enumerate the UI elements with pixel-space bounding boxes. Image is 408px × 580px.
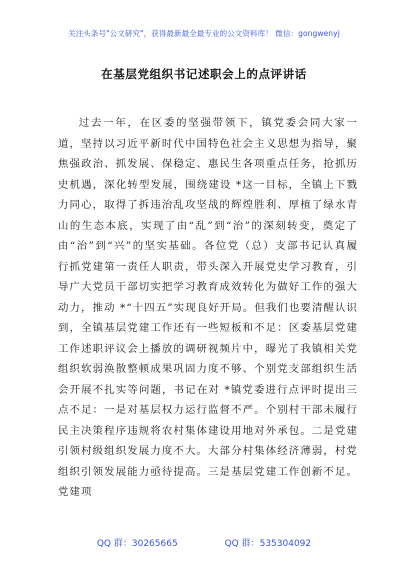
qq-group-2: QQ 群：535304092 [224, 539, 312, 549]
body-paragraph: 过去一年，在区委的坚强带领下，镇党委会同大家一道，坚持以习近平新时代中国特色社会主义思想为指导，聚焦强政治、抓发展、保稳定、惠民生各项重点任务，抢抓历史机遇，深化转型发展，围绕建设 *这一目标，全镇上下戮力同心，取得了拆违治乱攻坚战的辉煌胜利、厚植了绿水青山的生态本底，实现了由“乱”到“治”的深刻转变，奠定了由“治”到“兴”的坚实基础。各位党（总）支部书记认真履行抓党建第一责任人职责，带头深入开展党史学习教育，引导广大党员干部切实把学习教育成效转化为做好工作的强大动力，推动 *“十四五”实现良好开局。但我们也要清醒认识到，全镇基层党建工作还有一些短板和不足：区委基层党建工作述职评议会上播放的调研视频片中，曝光了我镇相关党组织软弱涣散整顿成果巩固力度不够、个别党支部组织生活会开展不扎实等问题，书记在对 *镇党委进行点评时提出三点不足：一是对基层权力运行监督不严。个别村干部未履行民主决策程序违规将农村集体建设用地对外承包。二是党建引领村级组织发展力度不大。大部分村集体经济薄弱，村党组织引领发展能力亟待提高。三是基层党建工作创新不足。党建项 [58, 117, 358, 498]
qq-group-1: QQ 群：30265665 [96, 539, 178, 549]
promo-header: 关注头条号"公文研究"，获得最新最全最专业的公文资料库！ 微信：gongwenyj [68, 29, 340, 38]
document-title: 在基层党组织书记述职会上的点评讲话 [101, 67, 307, 81]
footer-contact [0, 536, 408, 549]
